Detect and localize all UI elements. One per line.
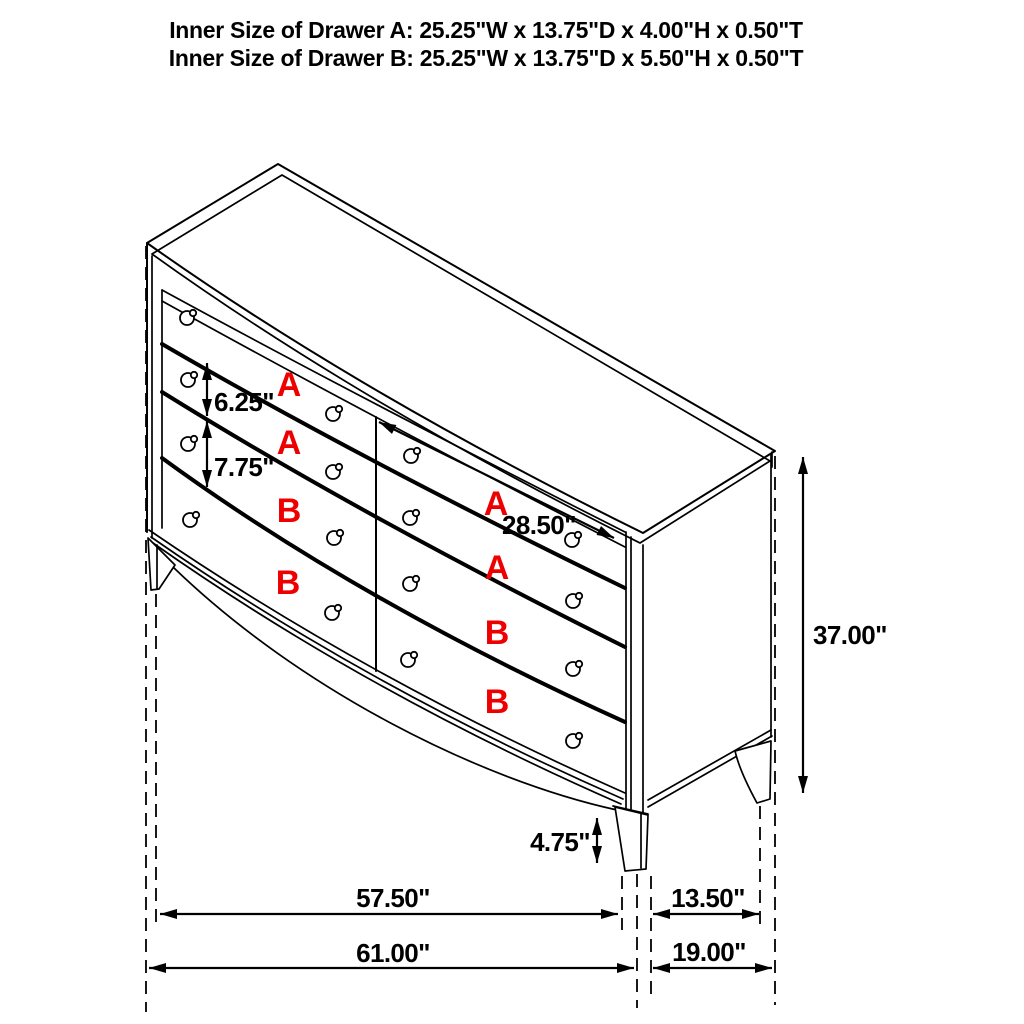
knob-icon — [404, 448, 420, 463]
dim-drawer-a-height: 6.25" — [214, 387, 274, 417]
drawer-label-right-4: B — [484, 683, 510, 721]
dim-side-depth-between-legs: 13.50" — [671, 883, 745, 913]
drawer-label-left-3: B — [276, 492, 302, 530]
dim-drawer-width: 28.50" — [502, 510, 576, 540]
title-line-1: Inner Size of Drawer A: 25.25"W x 13.75"D x 4.00"H x 0.50"T — [169, 17, 803, 43]
dim-overall-depth: 19.00" — [672, 937, 746, 967]
drawer-label-right-3: B — [484, 614, 510, 652]
dim-front-width-between-legs: 57.50" — [356, 883, 430, 913]
knob-icon — [181, 372, 197, 387]
knob-icon — [566, 593, 582, 608]
back-right-leg — [735, 741, 771, 803]
knob-icon — [326, 464, 342, 479]
dim-overall-height: 37.00" — [813, 620, 887, 650]
dresser-body — [147, 164, 775, 871]
drawer-label-right-1: A — [483, 485, 509, 523]
dim-leg-height: 4.75" — [530, 827, 590, 857]
knob-icon — [181, 436, 197, 451]
knob-icon — [401, 652, 417, 667]
dim-overall-width: 61.00" — [356, 938, 430, 968]
dim-drawer-b-height: 7.75" — [214, 452, 274, 482]
knob-icon — [183, 512, 199, 527]
title-line-2: Inner Size of Drawer B: 25.25"W x 13.75"D x 5.50"H x 0.50"T — [168, 45, 804, 71]
knob-icon — [566, 733, 582, 748]
drawer-label-right-2: A — [484, 549, 510, 587]
drawer-label-left-2: A — [276, 424, 302, 462]
knob-icon — [325, 605, 341, 620]
front-right-leg — [615, 807, 648, 871]
knob-icon — [566, 661, 582, 676]
knob-icon — [180, 310, 196, 325]
drawer-label-left-4: B — [275, 564, 301, 602]
knob-icon — [326, 406, 342, 421]
drawer-label-left-1: A — [276, 366, 302, 404]
header — [169, 17, 804, 71]
knob-icon — [403, 510, 419, 525]
knob-icon — [327, 530, 343, 545]
knob-icon — [403, 576, 419, 591]
